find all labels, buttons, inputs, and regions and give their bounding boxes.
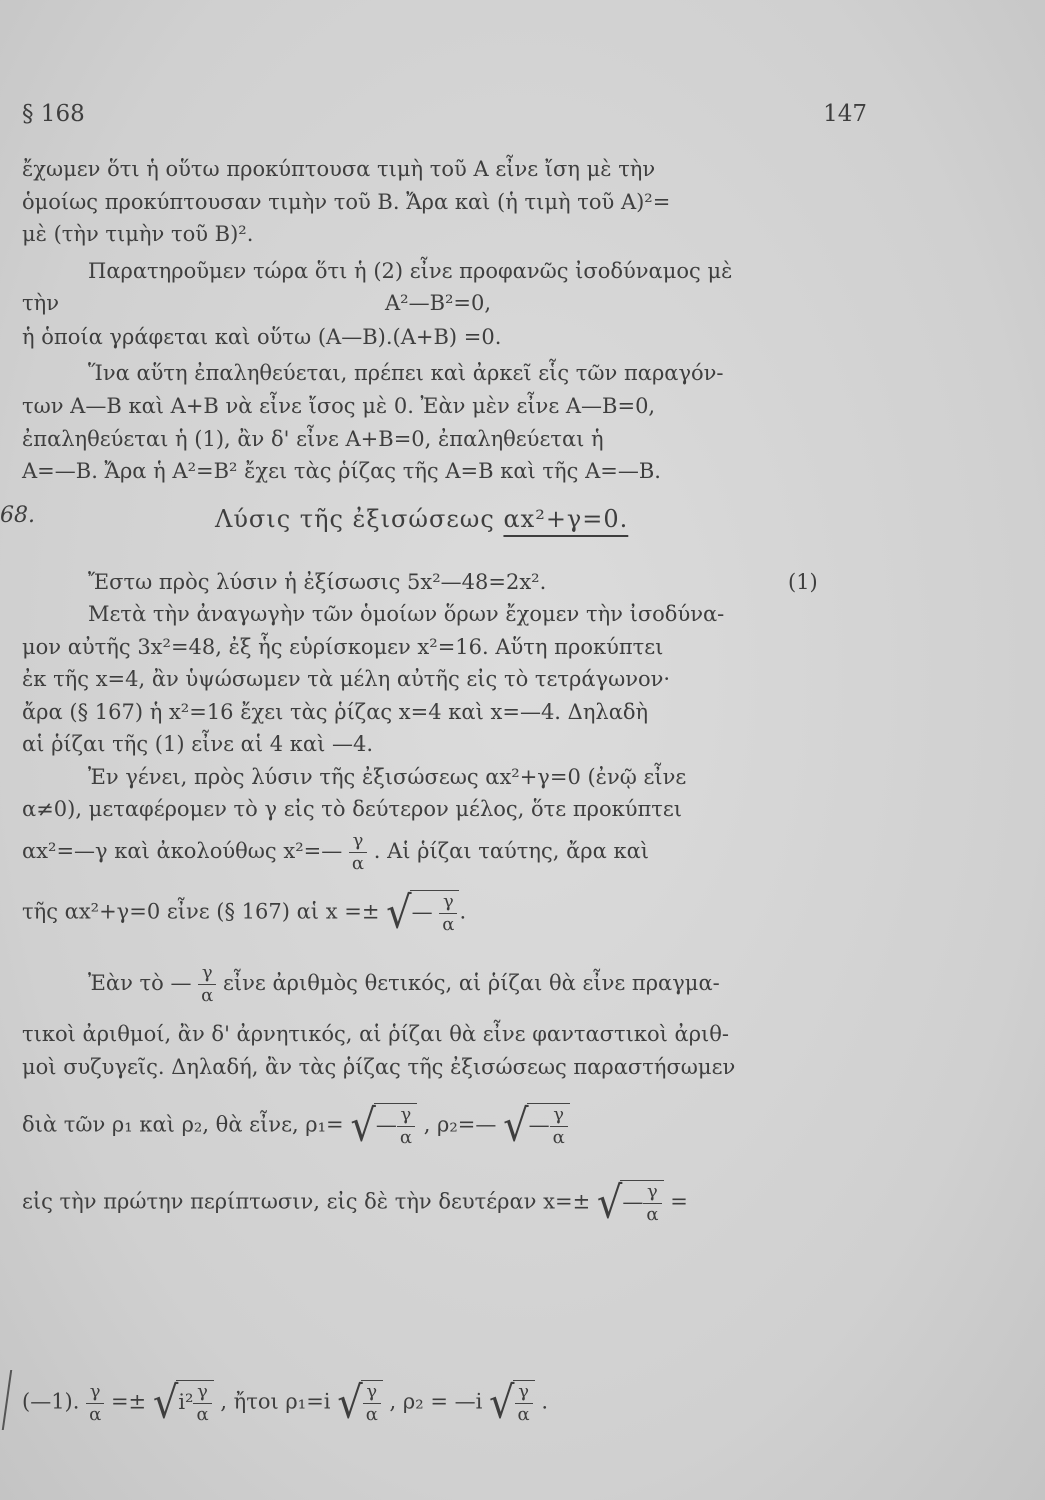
text-line: Ἔστω πρὸς λύσιν ἡ ἐξίσωσις 5x²—48=2x².	[88, 570, 547, 594]
section-heading	[215, 505, 628, 533]
math-line	[22, 1100, 570, 1152]
math-text: .	[541, 1389, 549, 1414]
denominator: α	[365, 1404, 378, 1425]
radicand	[527, 1103, 570, 1149]
denominator: α	[399, 1127, 412, 1148]
text-line: ὁμοίως προκύπτουσαν τιμὴν τοῦ Β. Ἄρα καὶ (ἡ τιμὴ τοῦ Α)²=	[22, 190, 671, 214]
fraction	[515, 1381, 533, 1426]
radical-overbar-fragment	[2, 1370, 12, 1430]
fraction	[86, 1381, 104, 1426]
math-text: , ρ₂ = —i	[389, 1389, 483, 1414]
text-line: Α=—Β. Ἄρα ἡ Α²=Β² ἔχει τὰς ῥίζας τῆς Α=Β καὶ τῆς Α=—Β.	[22, 459, 661, 483]
text-line: Μετὰ τὴν ἀναγωγὴν τῶν ὁμοίων ὅρων ἔχομεν τὴν ἰσοδύνα-	[88, 602, 725, 626]
equation-number: (1)	[788, 570, 818, 594]
math-line	[22, 1177, 688, 1229]
denominator: α	[201, 985, 214, 1006]
math-text: εἶνε ἀριθμὸς θετικός, αἱ ῥίζαι θὰ εἶνε πραγμα-	[223, 971, 720, 995]
text-line: Ἵνα αὕτη ἐπαληθεύεται, πρέπει καὶ ἀρκεῖ εἷς τῶν παραγόν-	[88, 361, 724, 385]
denominator: α	[517, 1404, 530, 1425]
fraction	[198, 962, 216, 1007]
fraction	[363, 1381, 381, 1426]
text-line: αἱ ῥίζαι τῆς (1) εἶνε αἱ 4 καὶ —4.	[22, 732, 374, 756]
numerator: γ	[363, 1381, 381, 1404]
radicand	[410, 890, 460, 936]
radical-icon: √	[337, 1377, 363, 1429]
text-line: Παρατηροῦμεν τώρα ὅτι ἡ (2) εἶνε προφανῶς ἰσοδύναμος μὲ	[88, 259, 733, 283]
radical-icon: √	[489, 1377, 515, 1429]
text-line: μον αὐτῆς 3x²=48, ἐξ ἧς εὑρίσκομεν x²=16. Αὕτη προκύπτει	[22, 635, 664, 659]
numerator: γ	[439, 891, 457, 914]
math-text: —	[622, 1190, 644, 1214]
fraction	[550, 1104, 568, 1149]
text-line: Ἐν γένει, πρὸς λύσιν τῆς ἐξισώσεως αx²+γ=0 (ἐνῷ εἶνε	[88, 765, 687, 789]
section-number: 68.	[0, 503, 35, 528]
math-line: τῆς αx²+γ=0 εἶνε (§ 167) αἱ x =± √— $\frac{\gamma}{\alpha}$ .	[22, 887, 467, 939]
math-text: (—1).	[22, 1389, 80, 1414]
radical-icon: √	[596, 1177, 623, 1229]
section-title: Λύσις τῆς ἐξισώσεως	[215, 505, 495, 533]
math-line	[88, 962, 720, 1007]
text-line: ἔχωμεν ὅτι ἡ οὕτω προκύπτουσα τιμὴ τοῦ Α εἶνε ἴση μὲ τὴν	[22, 157, 656, 181]
math-text: —	[528, 1113, 550, 1137]
math-text: διὰ τῶν ρ₁ καὶ ρ₂, θὰ εἶνε, ρ₁=	[22, 1112, 344, 1137]
math-text: τῆς αx²+γ=0 εἶνε (§ 167) αἱ x =±	[22, 899, 380, 924]
text-line: ἡ ὁποία γράφεται καὶ οὕτω (Α—Β).(Α+Β) =0.	[22, 325, 502, 349]
denominator: α	[442, 914, 455, 935]
fraction	[349, 830, 367, 875]
radical-icon: √	[386, 887, 412, 939]
fraction	[643, 1181, 661, 1226]
math-text: Ἐὰν τὸ —	[88, 971, 192, 995]
text-line: ἐκ τῆς x=4, ἂν ὑψώσωμεν τὰ μέλη αὐτῆς εἰς τὸ τετράγωνον·	[22, 667, 671, 691]
numerator: γ	[643, 1181, 661, 1204]
radical-icon: √	[503, 1100, 529, 1152]
text-line: α≠0), μεταφέρομεν τὸ γ εἰς τὸ δεύτερον μέλος, ὅτε προκύπτει	[22, 797, 683, 821]
math-text: . Αἱ ῥίζαι ταύτης, ἄρα καὶ	[373, 839, 650, 863]
math-text: , ἤτοι ρ₁=i	[220, 1389, 331, 1414]
numerator: γ	[193, 1381, 211, 1404]
fraction	[397, 1104, 415, 1149]
denominator: α	[552, 1127, 565, 1148]
text-line: των Α—Β καὶ Α+Β νὰ εἶνε ἴσος μὲ 0. Ἐὰν μὲν εἶνε Α—Β=0,	[22, 394, 656, 418]
denominator: α	[646, 1204, 659, 1225]
numerator: γ	[397, 1104, 415, 1127]
section-equation: αx²+γ=0.	[503, 505, 629, 533]
math-line	[22, 830, 649, 875]
radicand	[620, 1180, 663, 1226]
page-header	[22, 100, 867, 128]
numerator: γ	[198, 962, 216, 985]
radicand	[513, 1380, 535, 1426]
math-line	[22, 1377, 549, 1429]
text-line: τικοὶ ἀριθμοί, ἂν δ' ἀρνητικός, αἱ ῥίζαι θὰ εἶνε φανταστικοὶ ἀριθ-	[22, 1022, 730, 1046]
text-line: μοὶ συζυγεῖς. Δηλαδή, ἂν τὰς ῥίζας τῆς ἐξισώσεως παραστήσωμεν	[22, 1055, 736, 1079]
fraction	[439, 891, 457, 936]
radicand	[374, 1103, 417, 1149]
numerator: γ	[550, 1104, 568, 1127]
math-text: —	[375, 1113, 397, 1137]
numerator: γ	[349, 830, 367, 853]
radical-icon: √	[152, 1377, 179, 1429]
fraction	[193, 1381, 211, 1426]
radical-icon: √	[350, 1100, 376, 1152]
text-line: τὴν	[22, 291, 59, 315]
math-text: i²	[178, 1390, 194, 1414]
denominator: α	[351, 853, 365, 874]
radicand	[176, 1380, 213, 1426]
section-marker: § 168	[22, 101, 85, 127]
display-equation: Α²—Β²=0,	[385, 291, 492, 315]
denominator: α	[89, 1403, 102, 1425]
text-line: ἐπαληθεύεται ἡ (1), ἂν δ' εἶνε Α+Β=0, ἐπαληθεύεται ἡ	[22, 427, 604, 451]
numerator: γ	[86, 1381, 104, 1404]
denominator: α	[196, 1404, 209, 1425]
text-line: μὲ (τὴν τιμὴν τοῦ Β)².	[22, 222, 254, 246]
text-line: ἄρα (§ 167) ἡ x²=16 ἔχει τὰς ῥίζας x=4 καὶ x=—4. Δηλαδὴ	[22, 700, 649, 724]
math-text: —	[411, 900, 433, 924]
numerator: γ	[515, 1381, 533, 1404]
math-text: , ρ₂=—	[423, 1112, 497, 1137]
math-text: =	[670, 1189, 688, 1214]
radicand	[361, 1380, 383, 1426]
page-number: 147	[823, 101, 867, 127]
math-text: εἰς τὴν πρώτην περίπτωσιν, εἰς δὲ τὴν δευτέραν x=±	[22, 1189, 591, 1214]
math-text: αx²=—γ καὶ ἀκολούθως x²=—	[22, 839, 343, 863]
math-text: =±	[110, 1389, 147, 1414]
